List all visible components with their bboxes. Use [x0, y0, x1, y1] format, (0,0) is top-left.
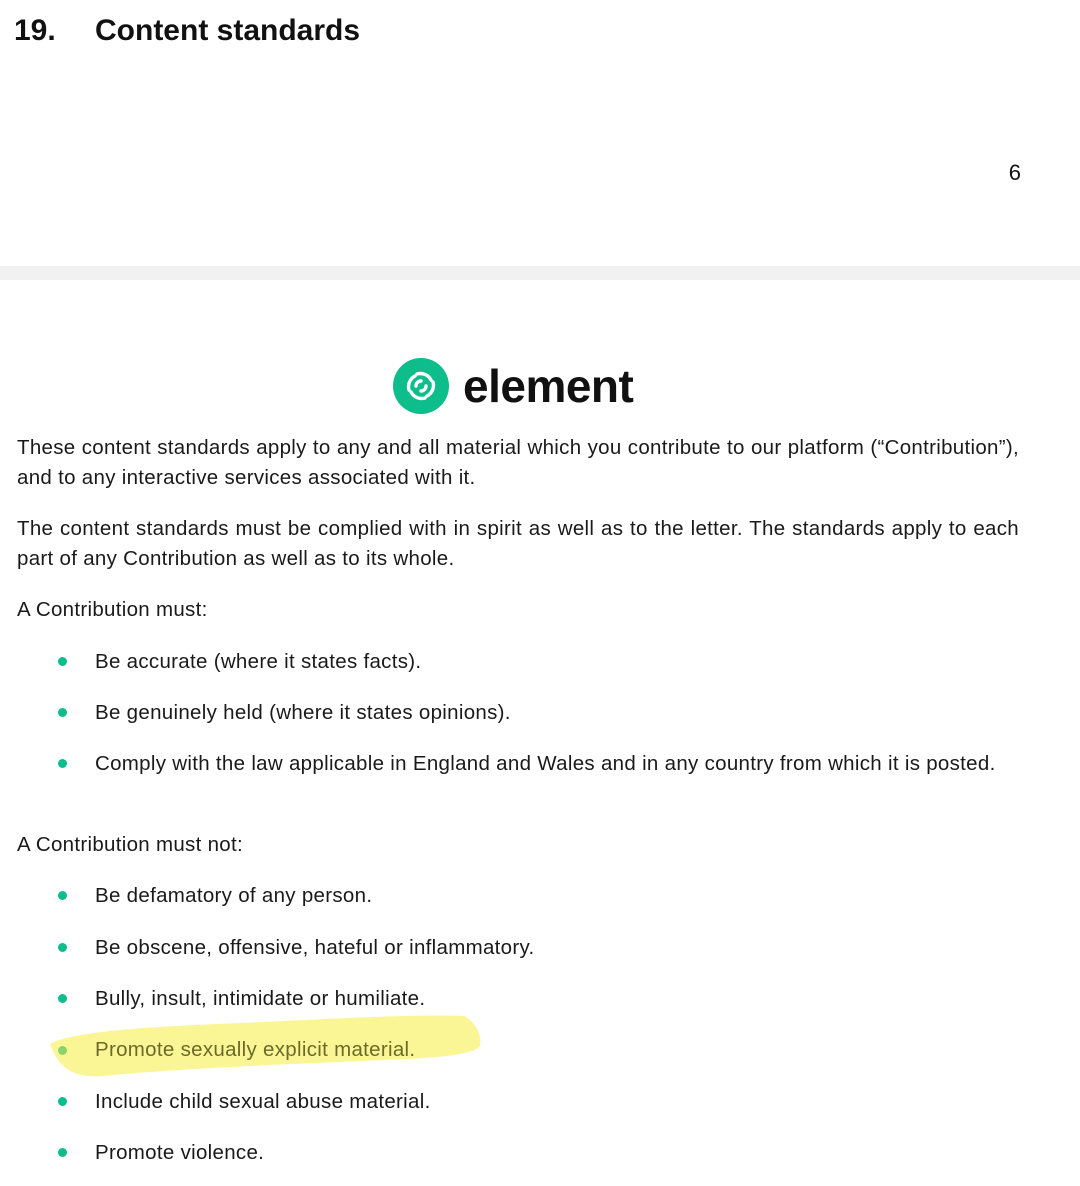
- section-number: 19.: [14, 14, 56, 47]
- bullet-dot: [58, 1097, 67, 1106]
- bullet-dot: [58, 943, 67, 952]
- intro-paragraph-2: The content standards must be complied with in spirit as well as to the letter. The standards apply to each part of any Contribution as well as to its whole.: [17, 517, 1019, 570]
- bullet-dot: [58, 657, 67, 666]
- must-not-item-4: Promote sexually explicit material.: [95, 1038, 416, 1061]
- must-not-item-2: Be obscene, offensive, hateful or inflammatory.: [95, 936, 535, 959]
- bullet-dot: [58, 759, 67, 768]
- must-not-item-3: Bully, insult, intimidate or humiliate.: [95, 987, 426, 1010]
- section-heading: [14, 14, 360, 48]
- page-number: 6: [1008, 160, 1021, 185]
- must-item-2: Be genuinely held (where it states opinions).: [95, 701, 511, 724]
- bullet-dot: [58, 1046, 67, 1055]
- must-not-heading: A Contribution must not:: [17, 833, 243, 856]
- element-logo-wordmark: element: [463, 360, 634, 412]
- bullet-dot: [58, 891, 67, 900]
- must-not-item-5: Include child sexual abuse material.: [95, 1090, 431, 1113]
- element-logo: [393, 358, 633, 414]
- bullet-dot: [58, 994, 67, 1003]
- bullet-dot: [58, 1148, 67, 1157]
- must-not-item-6: Promote violence.: [95, 1141, 265, 1164]
- document-page-current: [0, 280, 1080, 1186]
- intro-paragraph-1: These content standards apply to any and all material which you contribute to our platform (“Contribution”), and to any interactive services associated with it.: [17, 436, 1019, 489]
- must-item-1: Be accurate (where it states facts).: [95, 650, 422, 673]
- bullet-dot: [58, 708, 67, 717]
- section-title: Content standards: [95, 14, 361, 47]
- element-logo-icon: [393, 358, 449, 414]
- must-heading: A Contribution must:: [17, 598, 208, 621]
- document-page-previous: [0, 0, 1080, 266]
- page-divider: [0, 266, 1080, 280]
- must-not-item-1: Be defamatory of any person.: [95, 884, 373, 907]
- must-item-3: Comply with the law applicable in England and Wales and in any country from which it is posted.: [95, 752, 996, 775]
